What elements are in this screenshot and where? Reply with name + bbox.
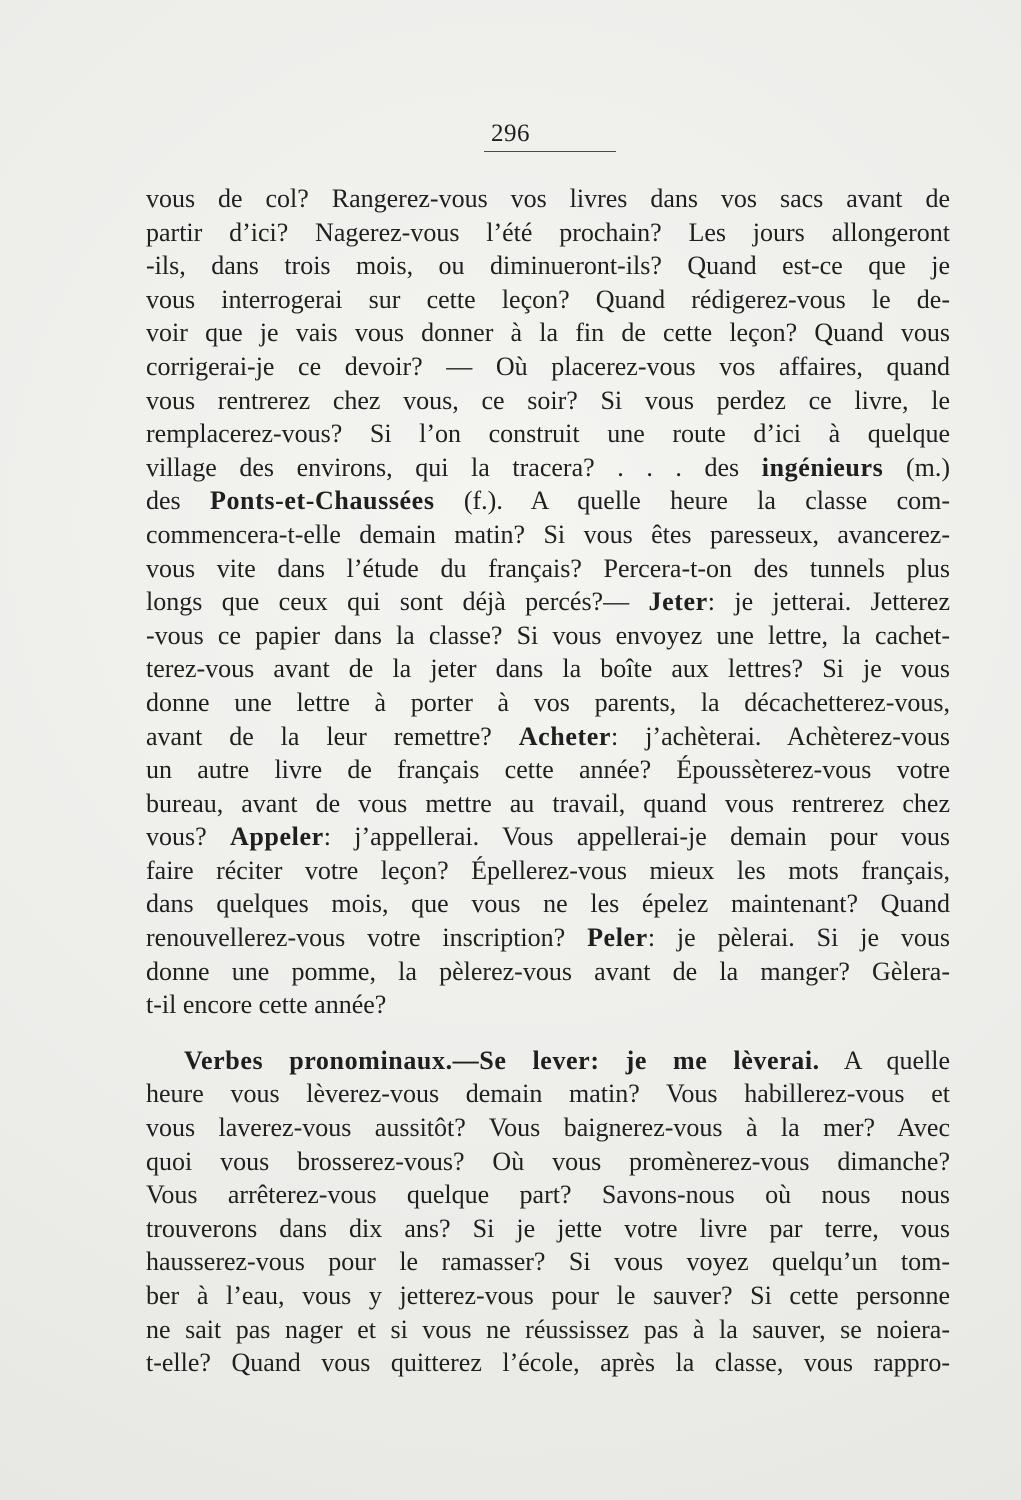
text-line xyxy=(146,1044,950,1078)
text-line: ne sait pas nager et si vous ne réussissez pas à la sauver, se noiera- xyxy=(146,1314,950,1344)
text-line: vous interrogerai sur cette leçon? Quand rédigerez-vous le de- xyxy=(146,284,950,314)
text-line xyxy=(146,484,950,518)
text-line: -vous ce papier dans la classe? Si vous envoyez une lettre, la cachet- xyxy=(146,620,950,650)
text-line: commencera-t-elle demain matin? Si vous êtes paresseux, avancerez- xyxy=(146,519,950,549)
text-segment: A quelle xyxy=(819,1045,951,1075)
text-segment: renouvellerez-vous votre inscription? xyxy=(146,923,566,953)
text-segment: vous? xyxy=(146,822,207,852)
text-line: quoi vous brosserez-vous? Où vous promènerez-vous dimanche? xyxy=(146,1146,950,1176)
text-segment: avant de la leur remettre? xyxy=(146,721,492,751)
header-rule xyxy=(484,151,616,152)
text-line: vous de col? Rangerez-vous vos livres dans vos sacs avant de xyxy=(146,184,950,213)
text-segment: des xyxy=(146,486,181,516)
term-appeler: Appeler xyxy=(229,822,324,852)
text-line xyxy=(146,921,950,955)
text-line xyxy=(146,820,950,854)
text-segment: : je jetterai. Jetterez xyxy=(707,587,950,617)
term-acheter: Acheter xyxy=(518,721,612,751)
text-line: vous laverez-vous aussitôt? Vous baignerez-vous à la mer? Avec xyxy=(146,1113,950,1143)
text-segment: : j’achèterai. Achèterez-vous xyxy=(611,721,950,751)
term-jeter: Jeter xyxy=(648,587,708,617)
text-line: voir que je vais vous donner à la fin de cette leçon? Quand vous xyxy=(146,318,950,348)
text-line: vous vite dans l’étude du français? Percera-t-on des tunnels plus xyxy=(146,553,950,583)
text-line: Vous arrêterez-vous quelque part? Savons-nous où nous nous xyxy=(146,1180,950,1210)
text-line: heure vous lèverez-vous demain matin? Vous habillerez-vous et xyxy=(146,1079,950,1109)
page-number: 296 xyxy=(491,120,530,147)
text-line: bureau, avant de vous mettre au travail, quand vous rentrerez chez xyxy=(146,788,950,818)
text-line: faire réciter votre leçon? Épellerez-vous mieux les mots français, xyxy=(146,855,950,885)
text-line: donne une pomme, la pèlerez-vous avant de la manger? Gèlera- xyxy=(146,956,950,986)
term-ponts-et-chaussees: Ponts-et-Chaussées xyxy=(209,486,435,516)
text-line: t-elle? Quand vous quitterez l’école, après la classe, vous rappro- xyxy=(146,1348,950,1378)
text-segment: : je pèlerai. Si je vous xyxy=(647,923,951,953)
text-segment: (f.). A quelle heure la classe com- xyxy=(434,486,950,516)
text-line: corrigerai-je ce devoir? — Où placerez-vous vos affaires, quand xyxy=(146,351,950,381)
text-segment: (m.) xyxy=(883,452,950,482)
text-line xyxy=(146,720,950,754)
text-line: trouverons dans dix ans? Si je jette votre livre par terre, vous xyxy=(146,1213,950,1243)
text-line: dans quelques mois, que vous ne les épelez maintenant? Quand xyxy=(146,889,950,919)
main-text xyxy=(146,182,950,1380)
text-line: t-il encore cette année? xyxy=(146,990,387,1020)
text-line: vous rentrerez chez vous, ce soir? Si vous perdez ce livre, le xyxy=(146,385,950,415)
text-line xyxy=(146,451,950,485)
text-line: un autre livre de français cette année? Époussèterez-vous votre xyxy=(146,755,950,785)
text-line: -ils, dans trois mois, ou diminueront-ils? Quand est-ce que je xyxy=(146,251,950,281)
text-line: remplacerez-vous? Si l’on construit une route d’ici à quelque xyxy=(146,419,950,449)
text-line xyxy=(146,585,950,619)
text-segment: village des environs, qui la tracera? . . . des xyxy=(146,452,740,482)
text-segment: : j’appellerai. Vous appellerai-je demain pour vous xyxy=(323,822,950,852)
paragraph-gap xyxy=(146,1022,950,1044)
text-line: hausserez-vous pour le ramasser? Si vous voyez quelqu’un tom- xyxy=(146,1247,950,1277)
text-segment: longs que ceux qui sont déjà percés?— xyxy=(146,587,630,617)
section-heading: Verbes pronominaux.—Se lever: je me lèverai. xyxy=(184,1045,820,1075)
text-line: partir d’ici? Nagerez-vous l’été prochain? Les jours allongeront xyxy=(146,217,950,247)
text-line: ber à l’eau, vous y jetterez-vous pour le sauver? Si cette personne xyxy=(146,1281,950,1310)
text-line: terez-vous avant de la jeter dans la boîte aux lettres? Si je vous xyxy=(146,654,950,684)
term-ingenieurs: ingénieurs xyxy=(761,452,884,482)
term-peler: Peler xyxy=(587,923,648,953)
text-line: donne une lettre à porter à vos parents, la décachetterez-vous, xyxy=(146,687,950,717)
